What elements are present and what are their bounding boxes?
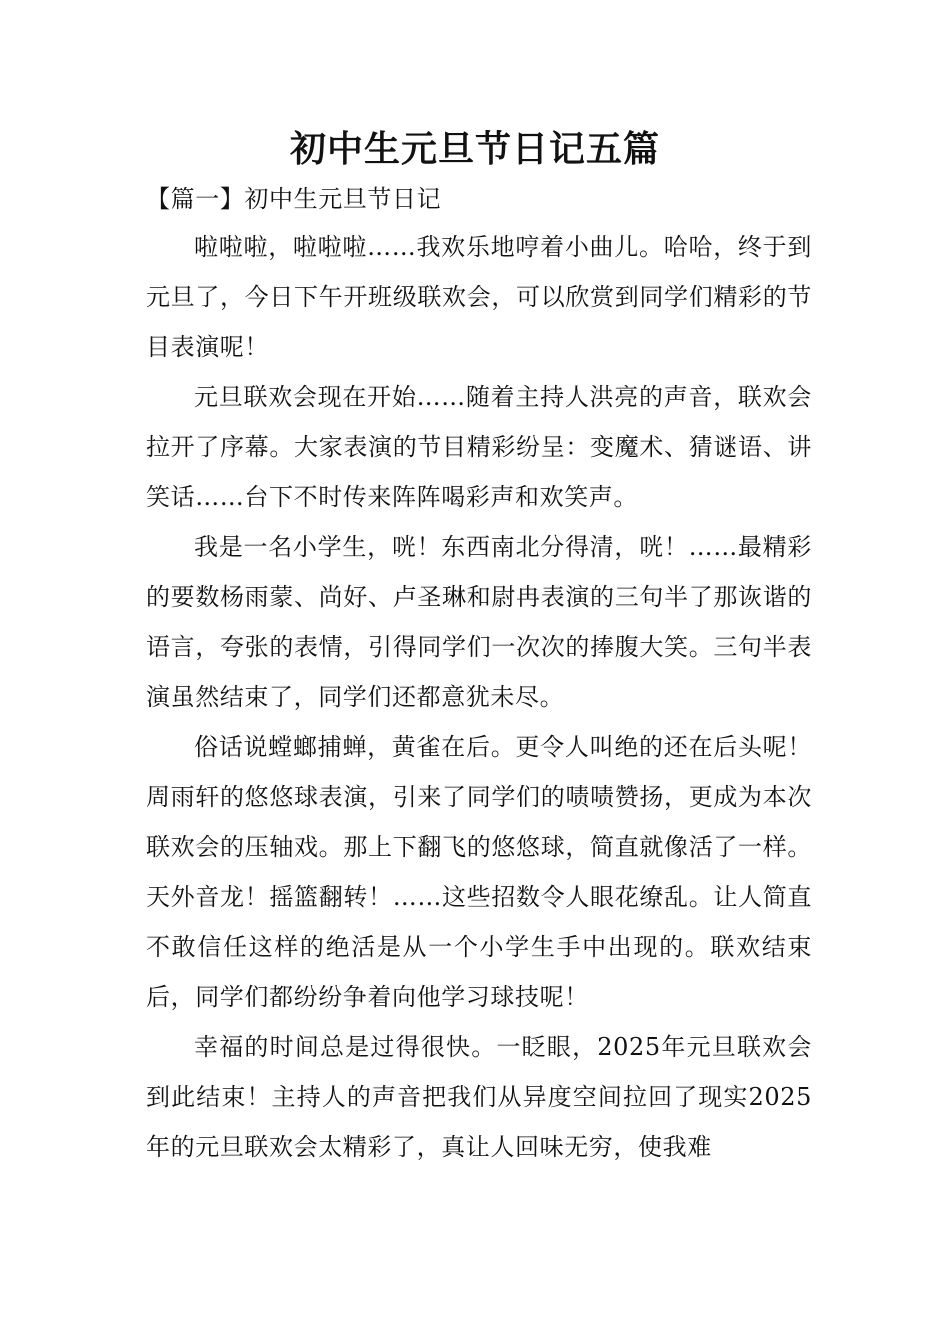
paragraph-3: 我是一名小学生，咣！东西南北分得清，咣！……最精彩的要数杨雨蒙、尚好、卢圣琳和尉冉表演的三句半了那诙谐的语言，夸张的表情，引得同学们一次次的捧腹大笑。三句半表演虽然结束了，同学们还都意犹未尽。: [146, 533, 812, 711]
section-heading: 【篇一】初中生元旦节日记: [146, 185, 442, 213]
paragraph-1: 啦啦啦，啦啦啦……我欢乐地哼着小曲儿。哈哈，终于到元旦了，今日下午开班级联欢会，可以欣赏到同学们精彩的节目表演呢！: [146, 233, 812, 361]
document-title: 初中生元旦节日记五篇: [289, 129, 660, 170]
paragraph-2: 元旦联欢会现在开始……随着主持人洪亮的声音，联欢会拉开了序幕。大家表演的节目精彩纷呈：变魔术、猜谜语、讲笑话……台下不时传来阵阵喝彩声和欢笑声。: [146, 383, 812, 511]
paragraph-4: 俗话说螳螂捕蝉，黄雀在后。更令人叫绝的还在后头呢！周雨轩的悠悠球表演，引来了同学们的啧啧赞扬，更成为本次联欢会的压轴戏。那上下翻飞的悠悠球，简直就像活了一样。天外音龙！摇篮翻转！……这些招数令人眼花缭乱。让人简直不敢信任这样的绝活是从一个小学生手中出现的。联欢结束后，同学们都纷纷争着向他学习球技呢！: [146, 733, 812, 1011]
paragraph-5: 幸福的时间总是过得很快。一眨眼，2025年元旦联欢会到此结束！主持人的声音把我们从异度空间拉回了现实2025年的元旦联欢会太精彩了，真让人回味无穷，使我难: [146, 1033, 812, 1161]
document-body: [146, 176, 812, 1172]
